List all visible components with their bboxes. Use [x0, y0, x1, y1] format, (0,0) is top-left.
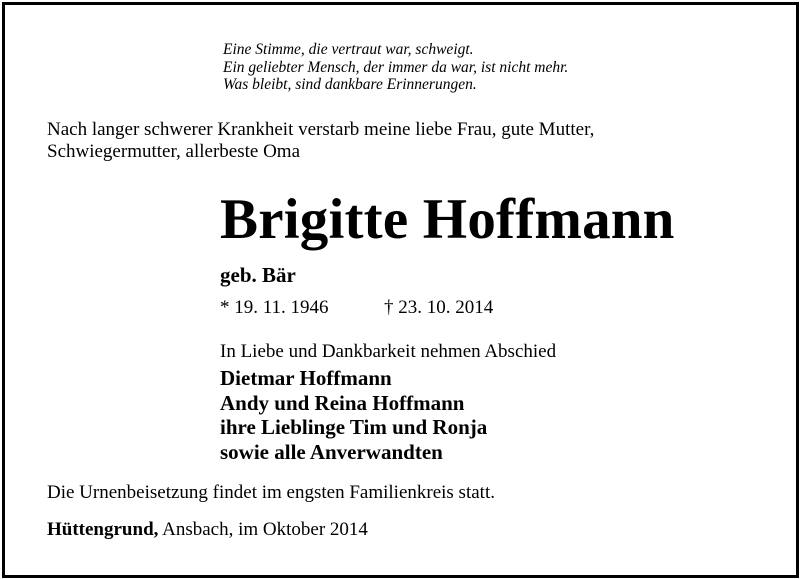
poem-line: Ein geliebter Mensch, der immer da war, ist nicht mehr.	[223, 58, 569, 76]
birth-name: geb. Bär	[220, 263, 296, 287]
mourners-list	[220, 366, 487, 464]
poem-line: Was bleibt, sind dankbare Erinnerungen.	[223, 76, 477, 93]
place-date-rest: Ansbach, im Oktober 2014	[158, 519, 368, 540]
poem-line: Eine Stimme, die vertraut war, schweigt.	[223, 41, 474, 58]
mourner: Dietmar Hoffmann	[220, 366, 392, 390]
place-and-date	[47, 518, 368, 542]
memorial-poem	[223, 41, 568, 94]
farewell-line: In Liebe und Dankbarkeit nehmen Abschied	[220, 341, 557, 362]
mourner: ihre Lieblinge Tim und Ronja	[220, 415, 488, 439]
announcement-line: Schwiegermutter, allerbeste Oma	[47, 141, 301, 162]
birth-date: * 19. 11. 1946	[220, 297, 329, 318]
deceased-name: Brigitte Hoffmann	[220, 188, 675, 251]
announcement-line: Nach langer schwerer Krankheit verstarb meine liebe Frau, gute Mutter,	[47, 119, 595, 140]
death-date: † 23. 10. 2014	[384, 297, 494, 318]
mourner: Andy und Reina Hoffmann	[220, 390, 465, 415]
mourner: sowie alle Anverwandten	[220, 439, 443, 464]
death-announcement	[47, 119, 594, 163]
place-name: Hüttengrund,	[47, 519, 159, 540]
funeral-note: Die Urnenbeisetzung findet im engsten Familienkreis statt.	[47, 482, 495, 503]
